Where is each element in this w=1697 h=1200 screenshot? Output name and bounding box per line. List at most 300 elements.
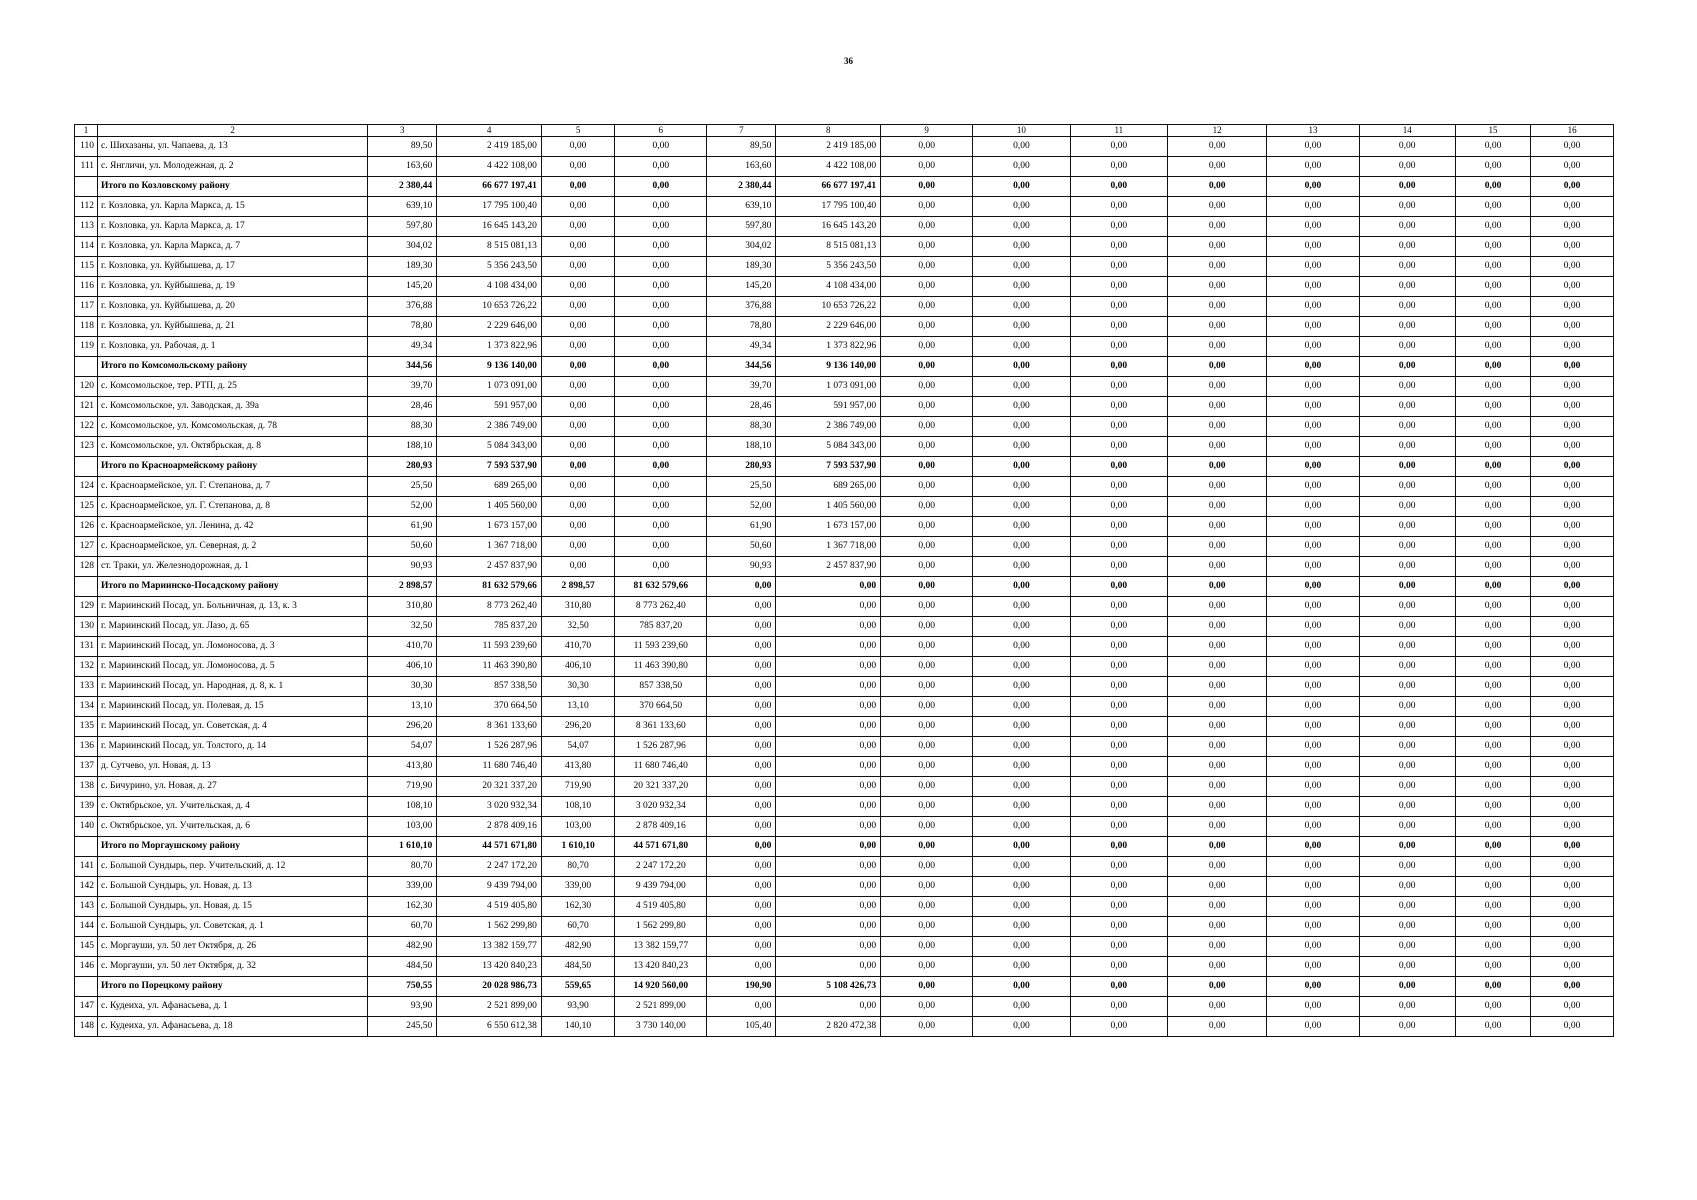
value-cell-col-7: 89,50 [707,137,776,157]
value-cell-col-5: 0,00 [541,337,614,357]
value-cell-col-4: 1 673 157,00 [437,517,542,537]
table-row [75,497,1614,517]
value-cell-col-14: 0,00 [1359,417,1455,437]
address-cell: г. Козловка, ул. Куйбышева, д. 20 [98,297,368,317]
value-cell-col-3: 103,00 [368,817,437,837]
value-cell-col-16: 0,00 [1531,257,1614,277]
value-cell-col-8: 0,00 [776,877,881,897]
value-cell-col-6: 2 878 409,16 [615,817,707,837]
table-row [75,677,1614,697]
value-cell-col-10: 0,00 [973,257,1070,277]
value-cell-col-4: 2 457 837,90 [437,557,542,577]
address-cell: с. Бичурино, ул. Новая, д. 27 [98,777,368,797]
value-cell-col-13: 0,00 [1267,977,1359,997]
value-cell-col-7: 105,40 [707,1017,776,1037]
table-row [75,477,1614,497]
address-cell: г. Козловка, ул. Куйбышева, д. 19 [98,277,368,297]
row-number: 139 [75,797,98,817]
value-cell-col-6: 2 521 899,00 [615,997,707,1017]
value-cell-col-3: 52,00 [368,497,437,517]
value-cell-col-4: 16 645 143,20 [437,217,542,237]
value-cell-col-8: 2 457 837,90 [776,557,881,577]
row-number: 120 [75,377,98,397]
value-cell-col-12: 0,00 [1167,437,1266,457]
value-cell-col-15: 0,00 [1455,797,1530,817]
value-cell-col-16: 0,00 [1531,577,1614,597]
value-cell-col-11: 0,00 [1070,257,1167,277]
value-cell-col-8: 1 373 822,96 [776,337,881,357]
value-cell-col-8: 5 084 343,00 [776,437,881,457]
value-cell-col-5: 406,10 [541,657,614,677]
value-cell-col-3: 162,30 [368,897,437,917]
value-cell-col-7: 25,50 [707,477,776,497]
value-cell-col-10: 0,00 [973,897,1070,917]
table-row [75,777,1614,797]
value-cell-col-7: 0,00 [707,757,776,777]
value-cell-col-15: 0,00 [1455,457,1530,477]
value-cell-col-4: 1 367 718,00 [437,537,542,557]
value-cell-col-6: 0,00 [615,537,707,557]
value-cell-col-4: 5 084 343,00 [437,437,542,457]
value-cell-col-3: 310,80 [368,597,437,617]
value-cell-col-5: 0,00 [541,397,614,417]
table-row [75,157,1614,177]
table-row [75,817,1614,837]
district-total-row [75,577,1614,597]
value-cell-col-4: 20 321 337,20 [437,777,542,797]
value-cell-col-14: 0,00 [1359,697,1455,717]
value-cell-col-15: 0,00 [1455,497,1530,517]
value-cell-col-12: 0,00 [1167,977,1266,997]
value-cell-col-5: 162,30 [541,897,614,917]
value-cell-col-16: 0,00 [1531,1017,1614,1037]
value-cell-col-4: 1 562 299,80 [437,917,542,937]
value-cell-col-11: 0,00 [1070,597,1167,617]
value-cell-col-12: 0,00 [1167,197,1266,217]
value-cell-col-5: 0,00 [541,137,614,157]
value-cell-col-13: 0,00 [1267,457,1359,477]
table-row [75,857,1614,877]
value-cell-col-14: 0,00 [1359,917,1455,937]
value-cell-col-10: 0,00 [973,417,1070,437]
value-cell-col-5: 310,80 [541,597,614,617]
value-cell-col-6: 1 562 299,80 [615,917,707,937]
value-cell-col-12: 0,00 [1167,917,1266,937]
district-total-label: Итого по Моргаушскому району [98,837,368,857]
value-cell-col-13: 0,00 [1267,657,1359,677]
value-cell-col-13: 0,00 [1267,757,1359,777]
column-number-5: 5 [541,125,614,137]
value-cell-col-16: 0,00 [1531,437,1614,457]
row-number: 123 [75,437,98,457]
value-cell-col-14: 0,00 [1359,377,1455,397]
value-cell-col-5: 80,70 [541,857,614,877]
value-cell-col-10: 0,00 [973,597,1070,617]
value-cell-col-16: 0,00 [1531,297,1614,317]
address-cell: г. Мариинский Посад, ул. Больничная, д. 13, к. 3 [98,597,368,617]
table-row [75,957,1614,977]
value-cell-col-5: 0,00 [541,197,614,217]
value-cell-col-4: 1 405 560,00 [437,497,542,517]
value-cell-col-14: 0,00 [1359,457,1455,477]
value-cell-col-16: 0,00 [1531,897,1614,917]
value-cell-col-5: 0,00 [541,277,614,297]
value-cell-col-3: 280,93 [368,457,437,477]
value-cell-col-13: 0,00 [1267,577,1359,597]
value-cell-col-9: 0,00 [881,777,973,797]
value-cell-col-16: 0,00 [1531,277,1614,297]
value-cell-col-13: 0,00 [1267,377,1359,397]
row-number: 128 [75,557,98,577]
value-cell-col-11: 0,00 [1070,857,1167,877]
value-cell-col-6: 0,00 [615,497,707,517]
value-cell-col-5: 0,00 [541,317,614,337]
value-cell-col-5: 1 610,10 [541,837,614,857]
value-cell-col-3: 80,70 [368,857,437,877]
column-number-10: 10 [973,125,1070,137]
value-cell-col-5: 0,00 [541,477,614,497]
row-number: 141 [75,857,98,877]
value-cell-col-15: 0,00 [1455,437,1530,457]
value-cell-col-7: 0,00 [707,617,776,637]
value-cell-col-15: 0,00 [1455,477,1530,497]
value-cell-col-10: 0,00 [973,797,1070,817]
value-cell-col-9: 0,00 [881,817,973,837]
value-cell-col-13: 0,00 [1267,397,1359,417]
value-cell-col-6: 11 680 746,40 [615,757,707,777]
table-row [75,997,1614,1017]
value-cell-col-9: 0,00 [881,137,973,157]
value-cell-col-3: 719,90 [368,777,437,797]
value-cell-col-16: 0,00 [1531,597,1614,617]
value-cell-col-11: 0,00 [1070,977,1167,997]
value-cell-col-5: 32,50 [541,617,614,637]
row-number: 148 [75,1017,98,1037]
address-cell: г. Мариинский Посад, ул. Лазо, д. 65 [98,617,368,637]
value-cell-col-16: 0,00 [1531,697,1614,717]
table-row [75,557,1614,577]
value-cell-col-3: 90,93 [368,557,437,577]
value-cell-col-14: 0,00 [1359,357,1455,377]
value-cell-col-8: 10 653 726,22 [776,297,881,317]
value-cell-col-14: 0,00 [1359,617,1455,637]
value-cell-col-13: 0,00 [1267,237,1359,257]
value-cell-col-4: 2 878 409,16 [437,817,542,837]
value-cell-col-3: 30,30 [368,677,437,697]
value-cell-col-9: 0,00 [881,417,973,437]
value-cell-col-6: 0,00 [615,457,707,477]
value-cell-col-7: 0,00 [707,777,776,797]
value-cell-col-7: 304,02 [707,237,776,257]
row-number: 110 [75,137,98,157]
value-cell-col-14: 0,00 [1359,157,1455,177]
value-cell-col-14: 0,00 [1359,717,1455,737]
value-cell-col-14: 0,00 [1359,737,1455,757]
value-cell-col-7: 189,30 [707,257,776,277]
column-number-12: 12 [1167,125,1266,137]
value-cell-col-16: 0,00 [1531,677,1614,697]
value-cell-col-11: 0,00 [1070,357,1167,377]
column-number-13: 13 [1267,125,1359,137]
value-cell-col-16: 0,00 [1531,637,1614,657]
value-cell-col-11: 0,00 [1070,957,1167,977]
row-number [75,457,98,477]
value-cell-col-11: 0,00 [1070,217,1167,237]
value-cell-col-15: 0,00 [1455,857,1530,877]
address-cell: г. Козловка, ул. Рабочая, д. 1 [98,337,368,357]
value-cell-col-11: 0,00 [1070,637,1167,657]
value-cell-col-9: 0,00 [881,837,973,857]
value-cell-col-10: 0,00 [973,1017,1070,1037]
address-cell: с. Моргауши, ул. 50 лет Октября, д. 32 [98,957,368,977]
value-cell-col-11: 0,00 [1070,457,1167,477]
table-row [75,517,1614,537]
value-cell-col-6: 9 439 794,00 [615,877,707,897]
value-cell-col-14: 0,00 [1359,397,1455,417]
value-cell-col-3: 189,30 [368,257,437,277]
value-cell-col-15: 0,00 [1455,657,1530,677]
table-row [75,737,1614,757]
district-total-label: Итого по Комсомольскому району [98,357,368,377]
district-total-label: Итого по Красноармейскому району [98,457,368,477]
value-cell-col-3: 2 898,57 [368,577,437,597]
value-cell-col-11: 0,00 [1070,157,1167,177]
column-number-row [75,125,1614,137]
value-cell-col-4: 20 028 986,73 [437,977,542,997]
value-cell-col-16: 0,00 [1531,557,1614,577]
value-cell-col-7: 0,00 [707,877,776,897]
value-cell-col-12: 0,00 [1167,837,1266,857]
value-cell-col-13: 0,00 [1267,277,1359,297]
row-number: 125 [75,497,98,517]
value-cell-col-6: 3 020 932,34 [615,797,707,817]
value-cell-col-4: 8 773 262,40 [437,597,542,617]
value-cell-col-4: 2 419 185,00 [437,137,542,157]
value-cell-col-13: 0,00 [1267,617,1359,637]
value-cell-col-6: 0,00 [615,237,707,257]
value-cell-col-15: 0,00 [1455,617,1530,637]
value-cell-col-7: 0,00 [707,897,776,917]
value-cell-col-15: 0,00 [1455,737,1530,757]
value-cell-col-5: 296,20 [541,717,614,737]
value-cell-col-7: 0,00 [707,997,776,1017]
value-cell-col-16: 0,00 [1531,517,1614,537]
value-cell-col-10: 0,00 [973,457,1070,477]
table-row [75,657,1614,677]
value-cell-col-7: 376,88 [707,297,776,317]
value-cell-col-4: 11 680 746,40 [437,757,542,777]
table-row [75,537,1614,557]
value-cell-col-9: 0,00 [881,1017,973,1037]
value-cell-col-14: 0,00 [1359,477,1455,497]
table-row [75,137,1614,157]
value-cell-col-13: 0,00 [1267,897,1359,917]
value-cell-col-4: 81 632 579,66 [437,577,542,597]
value-cell-col-14: 0,00 [1359,257,1455,277]
value-cell-col-5: 0,00 [541,257,614,277]
value-cell-col-10: 0,00 [973,677,1070,697]
value-cell-col-14: 0,00 [1359,517,1455,537]
value-cell-col-4: 2 229 646,00 [437,317,542,337]
value-cell-col-9: 0,00 [881,897,973,917]
table-row [75,917,1614,937]
column-number-7: 7 [707,125,776,137]
value-cell-col-16: 0,00 [1531,997,1614,1017]
value-cell-col-8: 1 405 560,00 [776,497,881,517]
value-cell-col-8: 0,00 [776,917,881,937]
value-cell-col-9: 0,00 [881,737,973,757]
value-cell-col-16: 0,00 [1531,217,1614,237]
value-cell-col-13: 0,00 [1267,517,1359,537]
value-cell-col-8: 0,00 [776,677,881,697]
address-cell: г. Мариинский Посад, ул. Полевая, д. 15 [98,697,368,717]
value-cell-col-15: 0,00 [1455,777,1530,797]
value-cell-col-5: 54,07 [541,737,614,757]
value-cell-col-14: 0,00 [1359,857,1455,877]
value-cell-col-5: 13,10 [541,697,614,717]
value-cell-col-11: 0,00 [1070,337,1167,357]
value-cell-col-15: 0,00 [1455,697,1530,717]
value-cell-col-10: 0,00 [973,697,1070,717]
value-cell-col-15: 0,00 [1455,137,1530,157]
value-cell-col-11: 0,00 [1070,277,1167,297]
value-cell-col-10: 0,00 [973,937,1070,957]
value-cell-col-7: 0,00 [707,797,776,817]
value-cell-col-8: 0,00 [776,817,881,837]
value-cell-col-8: 0,00 [776,857,881,877]
value-cell-col-13: 0,00 [1267,317,1359,337]
value-cell-col-6: 0,00 [615,477,707,497]
value-cell-col-14: 0,00 [1359,297,1455,317]
value-cell-col-10: 0,00 [973,977,1070,997]
value-cell-col-12: 0,00 [1167,217,1266,237]
value-cell-col-10: 0,00 [973,477,1070,497]
value-cell-col-11: 0,00 [1070,577,1167,597]
value-cell-col-5: 0,00 [541,177,614,197]
value-cell-col-10: 0,00 [973,277,1070,297]
value-cell-col-4: 689 265,00 [437,477,542,497]
value-cell-col-12: 0,00 [1167,177,1266,197]
value-cell-col-3: 54,07 [368,737,437,757]
value-cell-col-15: 0,00 [1455,357,1530,377]
row-number: 146 [75,957,98,977]
value-cell-col-8: 0,00 [776,657,881,677]
value-cell-col-11: 0,00 [1070,897,1167,917]
value-cell-col-13: 0,00 [1267,497,1359,517]
value-cell-col-5: 2 898,57 [541,577,614,597]
value-cell-col-9: 0,00 [881,177,973,197]
value-cell-col-10: 0,00 [973,317,1070,337]
value-cell-col-14: 0,00 [1359,577,1455,597]
value-cell-col-14: 0,00 [1359,817,1455,837]
value-cell-col-13: 0,00 [1267,917,1359,937]
value-cell-col-11: 0,00 [1070,837,1167,857]
value-cell-col-15: 0,00 [1455,677,1530,697]
value-cell-col-10: 0,00 [973,657,1070,677]
value-cell-col-11: 0,00 [1070,617,1167,637]
value-cell-col-4: 66 677 197,41 [437,177,542,197]
value-cell-col-13: 0,00 [1267,337,1359,357]
value-cell-col-12: 0,00 [1167,417,1266,437]
value-cell-col-13: 0,00 [1267,817,1359,837]
value-cell-col-6: 8 773 262,40 [615,597,707,617]
value-cell-col-9: 0,00 [881,517,973,537]
value-cell-col-6: 0,00 [615,257,707,277]
value-cell-col-14: 0,00 [1359,317,1455,337]
district-total-row [75,977,1614,997]
value-cell-col-4: 591 957,00 [437,397,542,417]
value-cell-col-5: 719,90 [541,777,614,797]
value-cell-col-8: 0,00 [776,957,881,977]
value-cell-col-3: 39,70 [368,377,437,397]
value-cell-col-13: 0,00 [1267,677,1359,697]
value-cell-col-11: 0,00 [1070,417,1167,437]
value-cell-col-3: 78,80 [368,317,437,337]
value-cell-col-13: 0,00 [1267,1017,1359,1037]
value-cell-col-16: 0,00 [1531,957,1614,977]
column-number-15: 15 [1455,125,1530,137]
value-cell-col-15: 0,00 [1455,837,1530,857]
table-row [75,257,1614,277]
value-cell-col-4: 44 571 671,80 [437,837,542,857]
value-cell-col-7: 0,00 [707,717,776,737]
value-cell-col-8: 0,00 [776,577,881,597]
row-number: 142 [75,877,98,897]
district-total-row [75,177,1614,197]
value-cell-col-13: 0,00 [1267,257,1359,277]
address-cell: с. Кудеиха, ул. Афанасьева, д. 18 [98,1017,368,1037]
value-cell-col-16: 0,00 [1531,737,1614,757]
column-number-9: 9 [881,125,973,137]
value-cell-col-10: 0,00 [973,337,1070,357]
value-cell-col-16: 0,00 [1531,457,1614,477]
value-cell-col-13: 0,00 [1267,997,1359,1017]
value-cell-col-14: 0,00 [1359,337,1455,357]
value-cell-col-6: 0,00 [615,397,707,417]
value-cell-col-8: 9 136 140,00 [776,357,881,377]
value-cell-col-10: 0,00 [973,577,1070,597]
value-cell-col-8: 5 108 426,73 [776,977,881,997]
value-cell-col-5: 410,70 [541,637,614,657]
value-cell-col-7: 190,90 [707,977,776,997]
table-row [75,797,1614,817]
value-cell-col-5: 30,30 [541,677,614,697]
value-cell-col-3: 49,34 [368,337,437,357]
value-cell-col-11: 0,00 [1070,137,1167,157]
row-number: 112 [75,197,98,217]
value-cell-col-16: 0,00 [1531,477,1614,497]
value-cell-col-4: 4 108 434,00 [437,277,542,297]
value-cell-col-15: 0,00 [1455,377,1530,397]
value-cell-col-6: 81 632 579,66 [615,577,707,597]
row-number: 147 [75,997,98,1017]
value-cell-col-4: 9 439 794,00 [437,877,542,897]
address-cell: с. Большой Сундырь, ул. Советская, д. 1 [98,917,368,937]
value-cell-col-6: 0,00 [615,137,707,157]
value-cell-col-16: 0,00 [1531,837,1614,857]
value-cell-col-11: 0,00 [1070,937,1167,957]
value-cell-col-10: 0,00 [973,497,1070,517]
value-cell-col-11: 0,00 [1070,1017,1167,1037]
value-cell-col-7: 188,10 [707,437,776,457]
value-cell-col-13: 0,00 [1267,857,1359,877]
value-cell-col-6: 0,00 [615,437,707,457]
row-number: 121 [75,397,98,417]
row-number: 134 [75,697,98,717]
value-cell-col-11: 0,00 [1070,317,1167,337]
value-cell-col-5: 0,00 [541,157,614,177]
value-cell-col-12: 0,00 [1167,497,1266,517]
